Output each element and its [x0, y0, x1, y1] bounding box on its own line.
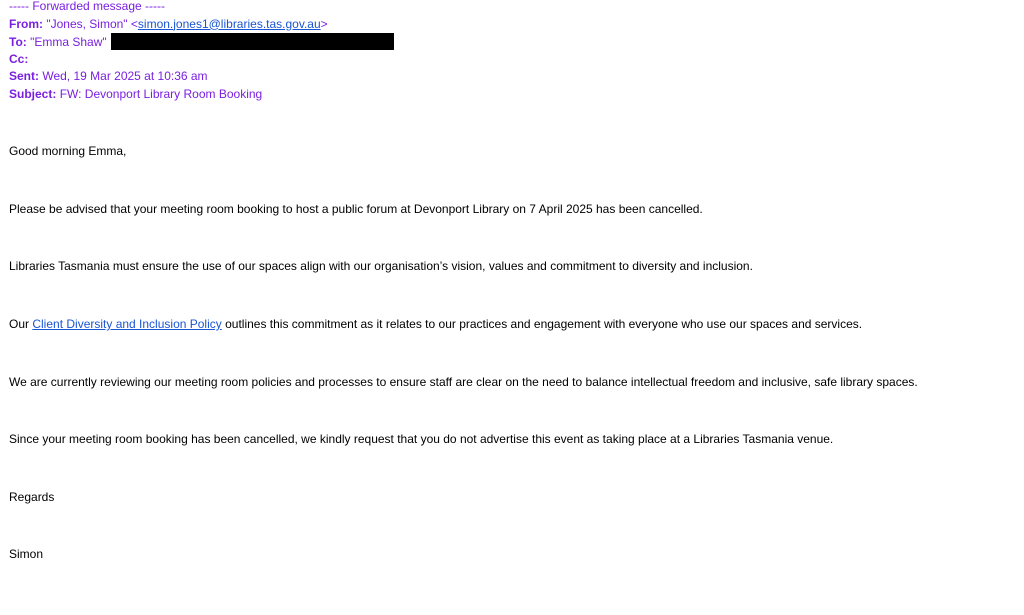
from-line: [9, 16, 394, 34]
forwarded-message-line: ----- Forwarded message -----: [9, 0, 166, 13]
subject-value: FW: Devonport Library Room Booking: [59, 86, 263, 101]
signature: Simon: [9, 547, 44, 561]
regards: Regards: [9, 490, 55, 504]
subject-label: Subject:: [9, 86, 57, 101]
from-label: From:: [9, 16, 43, 31]
paragraph-cancelled: Please be advised that your meeting room booking to host a public forum at Devonport Library on 7 April 2025 has been cancelled.: [9, 202, 703, 216]
cc-label: Cc:: [9, 51, 29, 66]
paragraph-request: Since your meeting room booking has been cancelled, we kindly request that you do not advertise this event as taking place at a Libraries Tasmania venue.: [9, 432, 834, 446]
from-email-link[interactable]: simon.jones1@libraries.tas.gov.au: [137, 16, 321, 31]
greeting: Good morning Emma,: [9, 144, 127, 158]
sent-label: Sent:: [9, 69, 39, 83]
subject-line: [9, 86, 394, 104]
paragraph-values: Libraries Tasmania must ensure the use of our spaces align with our organisation’s vision, values and commitment to diversity and inclusion.: [9, 259, 753, 273]
to-label: To:: [9, 35, 27, 49]
from-name: "Jones, Simon" <: [46, 16, 138, 31]
policy-link[interactable]: Client Diversity and Inclusion Policy: [32, 317, 222, 331]
to-line: [9, 33, 394, 51]
redacted-email-block: [111, 33, 394, 50]
to-name: "Emma Shaw": [30, 35, 107, 49]
cc-line: [9, 51, 394, 69]
from-email-close: >: [320, 16, 328, 31]
sent-line: [9, 68, 394, 86]
forwarded-header: [9, 0, 394, 103]
sent-value: Wed, 19 Mar 2025 at 10:36 am: [42, 69, 208, 83]
policy-suffix: outlines this commitment as it relates to our practices and engagement with everyone who use our spaces and services.: [221, 317, 863, 331]
paragraph-policy: [9, 317, 862, 332]
paragraph-review: We are currently reviewing our meeting room policies and processes to ensure staff are clear on the need to balance intellectual freedom and inclusive, safe library spaces.: [9, 375, 918, 389]
policy-prefix: Our: [9, 317, 33, 331]
